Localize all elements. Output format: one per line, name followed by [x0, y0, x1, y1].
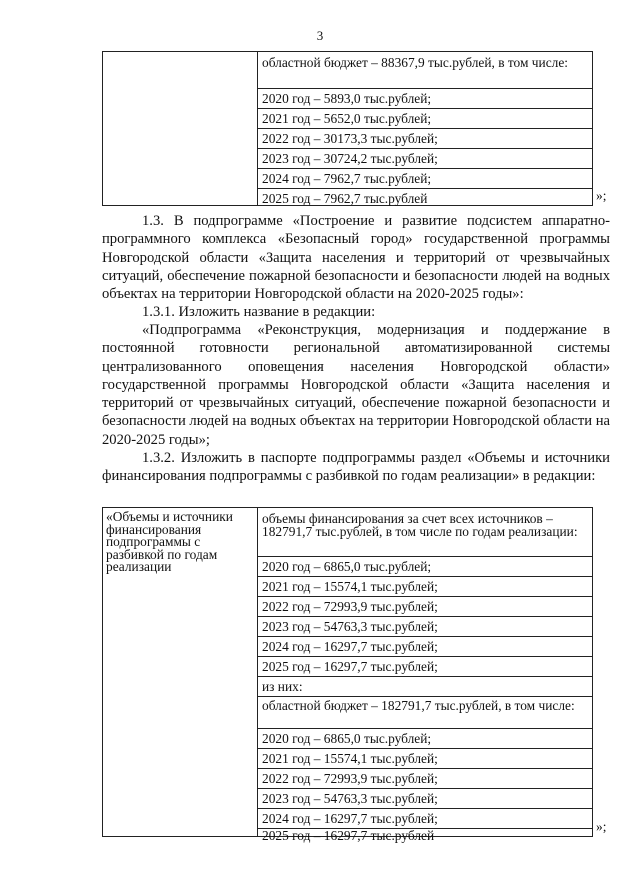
total-funding-header: объемы финансирования за счет всех источников – 182791,7 тыс.рублей, в том числе по годам реализации: [258, 513, 592, 557]
year-line: 2023 год – 54763,3 тыс.рублей; [258, 789, 592, 809]
year-line: 2021 год – 15574,1 тыс.рублей; [258, 749, 592, 769]
year-line: 2022 год – 72993,9 тыс.рублей; [258, 769, 592, 789]
year-line: 2025 год – 16297,7 тыс.рублей; [258, 657, 592, 677]
year-line: 2024 год – 16297,7 тыс.рублей; [258, 637, 592, 657]
year-line: 2023 год – 54763,3 тыс.рублей; [258, 617, 592, 637]
year-line: 2020 год – 6865,0 тыс.рублей; [258, 557, 592, 577]
year-line: 2020 год – 6865,0 тыс.рублей; [258, 729, 592, 749]
year-line: 2021 год – 15574,1 тыс.рублей; [258, 577, 592, 597]
regional-budget-header: областной бюджет – 182791,7 тыс.рублей, в том числе: [258, 697, 592, 729]
year-line: 2025 год – 7962,7 тыс.рублей [262, 191, 428, 206]
regional-budget-header: областной бюджет – 88367,9 тыс.рублей, в том числе: [258, 57, 592, 89]
table1-right-cell [258, 52, 592, 205]
year-line: 2022 год – 30173,3 тыс.рублей; [258, 129, 592, 149]
year-line: 2023 год – 30724,2 тыс.рублей; [258, 149, 592, 169]
funding-passport-table [102, 507, 593, 843]
year-line: 2020 год – 5893,0 тыс.рублей; [258, 89, 592, 109]
paragraph-1-3: 1.3. В подпрограмме «Построение и развитие подсистем аппаратно-программного комплекса «Безопасный город» государственной программы Новгородской области «Защита населения и территорий от чрезвычайных ситуаций, обеспечение пожарной безопасности и безопасности людей на водных объектах на территории Новгородской области на 2020-2025 годы»: [102, 213, 610, 303]
table2-closing-quote: »; [596, 819, 607, 834]
year-line: 2021 год – 5652,0 тыс.рублей; [258, 109, 592, 129]
table2-right-cell [258, 508, 592, 843]
year-line: 2024 год – 7962,7 тыс.рублей; [258, 169, 592, 189]
table1-left-cell [103, 52, 258, 205]
year-line: 2025 год – 16297,7 тыс.рублей [262, 828, 435, 843]
funding-section-label: «Объемы и источники финансирования подпрограммы с разбивкой по годам реализации [106, 509, 233, 574]
year-line: 2024 год – 16297,7 тыс.рублей; [258, 809, 592, 829]
of-them-label: из них: [258, 677, 592, 697]
paragraph-1-3-1: 1.3.1. Изложить название в редакции: [142, 304, 376, 320]
table2-left-cell [103, 508, 258, 836]
year-line: 2022 год – 72993,9 тыс.рублей; [258, 597, 592, 617]
paragraph-1-3-2: 1.3.2. Изложить в паспорте подпрограммы раздел «Объемы и источники финансирования подпрограммы с разбивкой по годам реализации» в редакции: [102, 450, 610, 485]
paragraph-quote-name: «Подпрограмма «Реконструкция, модернизация и поддержание в постоянной готовности региональной автоматизированной системы централизованного оповещения населения Новгородской области» государственной программы Новгородской области «Защита населения и территорий от чрезвычайных ситуаций, обеспечение пожарной безопасности и безопасности людей на водных объектах на территории Новгородской области на 2020-2025 годы»; [102, 322, 610, 448]
funding-table-continuation [102, 51, 593, 206]
page-number: 3 [316, 28, 324, 43]
table1-closing-quote: »; [596, 188, 607, 203]
